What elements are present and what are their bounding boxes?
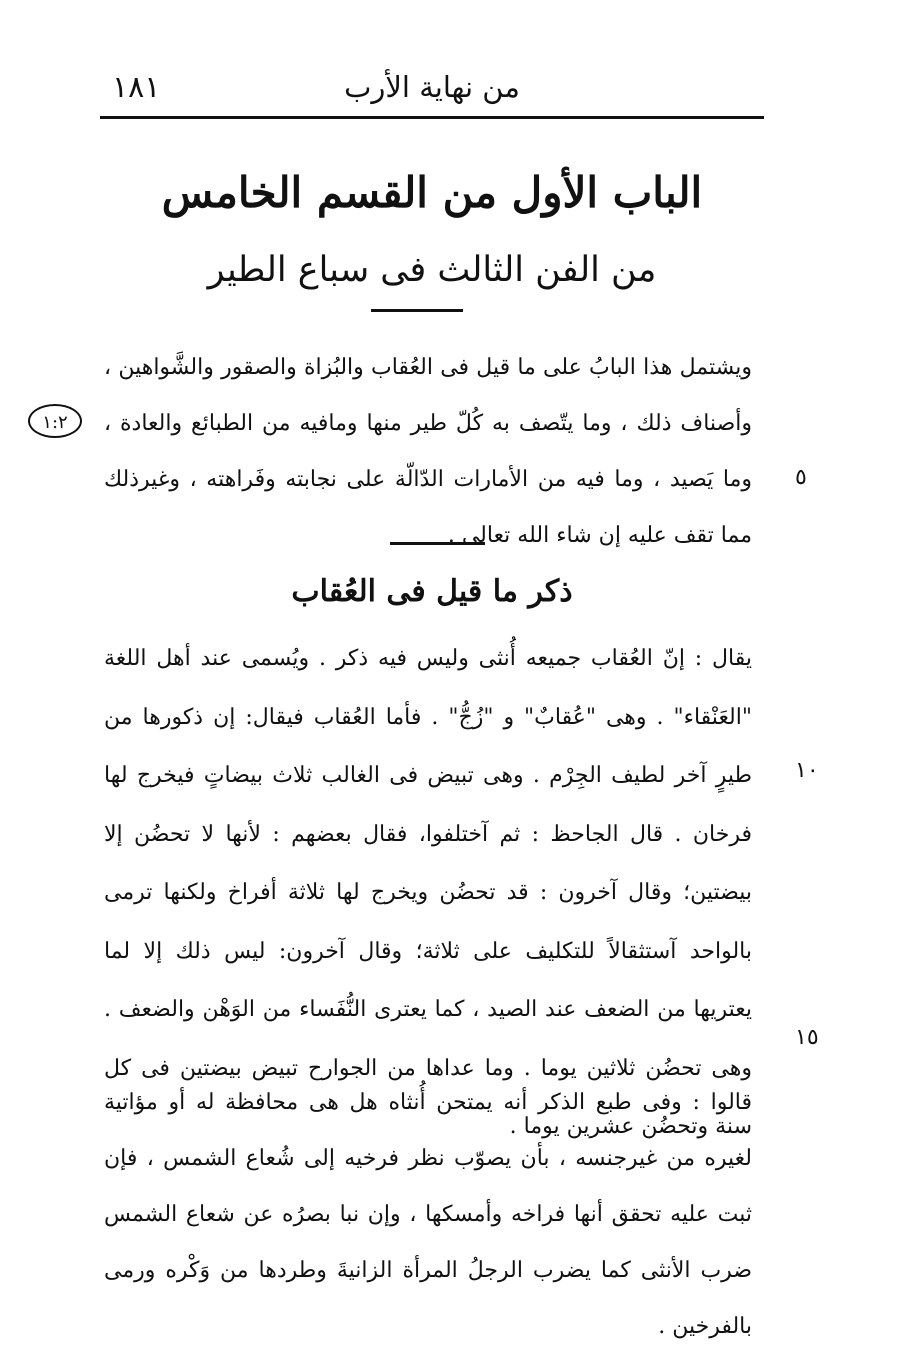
section-heading: ذكر ما قيل فى العُقاب bbox=[291, 574, 573, 609]
chapter-title: الباب الأول من القسم الخامس bbox=[161, 168, 703, 217]
page-header bbox=[100, 66, 764, 119]
page-number: ١٨١ bbox=[112, 70, 161, 105]
body-paragraph-1: يقال : إنّ العُقاب جميعه أُنثى وليس فيه ذكر . ويُسمى عند أهل اللغة "العَنْقاء" . وهى "عُقابٌ" و "زُجُّ" . فأما العُقاب فيقال: إن ذكورها من طيرٍ آخر لطيف الجِرْم . وهى تبيض فى الغالب ثلاث بيضاتٍ فيخرج لها فرخان . قال الجاحظ : ثم آختلفوا، فقال بعضهم : لأنها لا تحضُن إلا بيضتين؛ وقال آخرون : قد تحضُن ويخرج لها ثلاثة أفراخ ولكنها ترمى بالواحد آستثقالاً للتكليف على ثلاثة؛ وقال آخرون: ليس ذلك إلا لما يعتريها من الضعف عند الصيد ، كما يعترى النُّفَساء من الوَهْن والضعف . وهى تحضُن ثلاثين يوما . وما عداها من الجوارح تبيض بيضتين فى كل سنة وتحضُن عشرين يوما . bbox=[104, 646, 752, 1139]
body-paragraph-2: قالوا : وفى طبع الذكر أنه يمتحن أُنثاه هل هى محافظة له أو مؤاتية لغيره من غيرجنسه ، بأن يصوّب نظر فرخيه إلى شُعاع الشمس ، فإن ثبت عليه تحقق أنها فراخه وأمسكها ، وإن نبا بصرُه عن شعاع الشمس ضرب الأنثى كما يضرب الرجلُ المرأة الزانيةَ وطردها من وَكْره ورمى بالفرخين . bbox=[104, 1090, 752, 1339]
line-number-10: ١٠ bbox=[795, 758, 819, 783]
margin-page-reference: ١:٢ bbox=[28, 404, 82, 438]
line-number-5: ٥ bbox=[795, 465, 807, 490]
section-divider bbox=[390, 542, 485, 545]
intro-paragraph: ويشتمل هذا البابُ على ما قيل فى العُقاب والبُزاة والصقور والشَّواهين ، وأصناف ذلك ، وما يتّصف به كُلّ طير منها ومافيه من الطبائع والعادة ، وما يَصيد ، وما فيه من الأمارات الدّالّة على نجابته وفَراهته ، وغيرذلك مما تقف عليه إن شاء الله تعالى . bbox=[104, 355, 752, 548]
title-divider bbox=[371, 309, 463, 312]
chapter-subtitle: من الفن الثالث فى سباع الطير bbox=[207, 250, 657, 290]
running-title: من نهاية الأرب bbox=[344, 70, 520, 104]
line-number-15: ١٥ bbox=[795, 1025, 819, 1050]
